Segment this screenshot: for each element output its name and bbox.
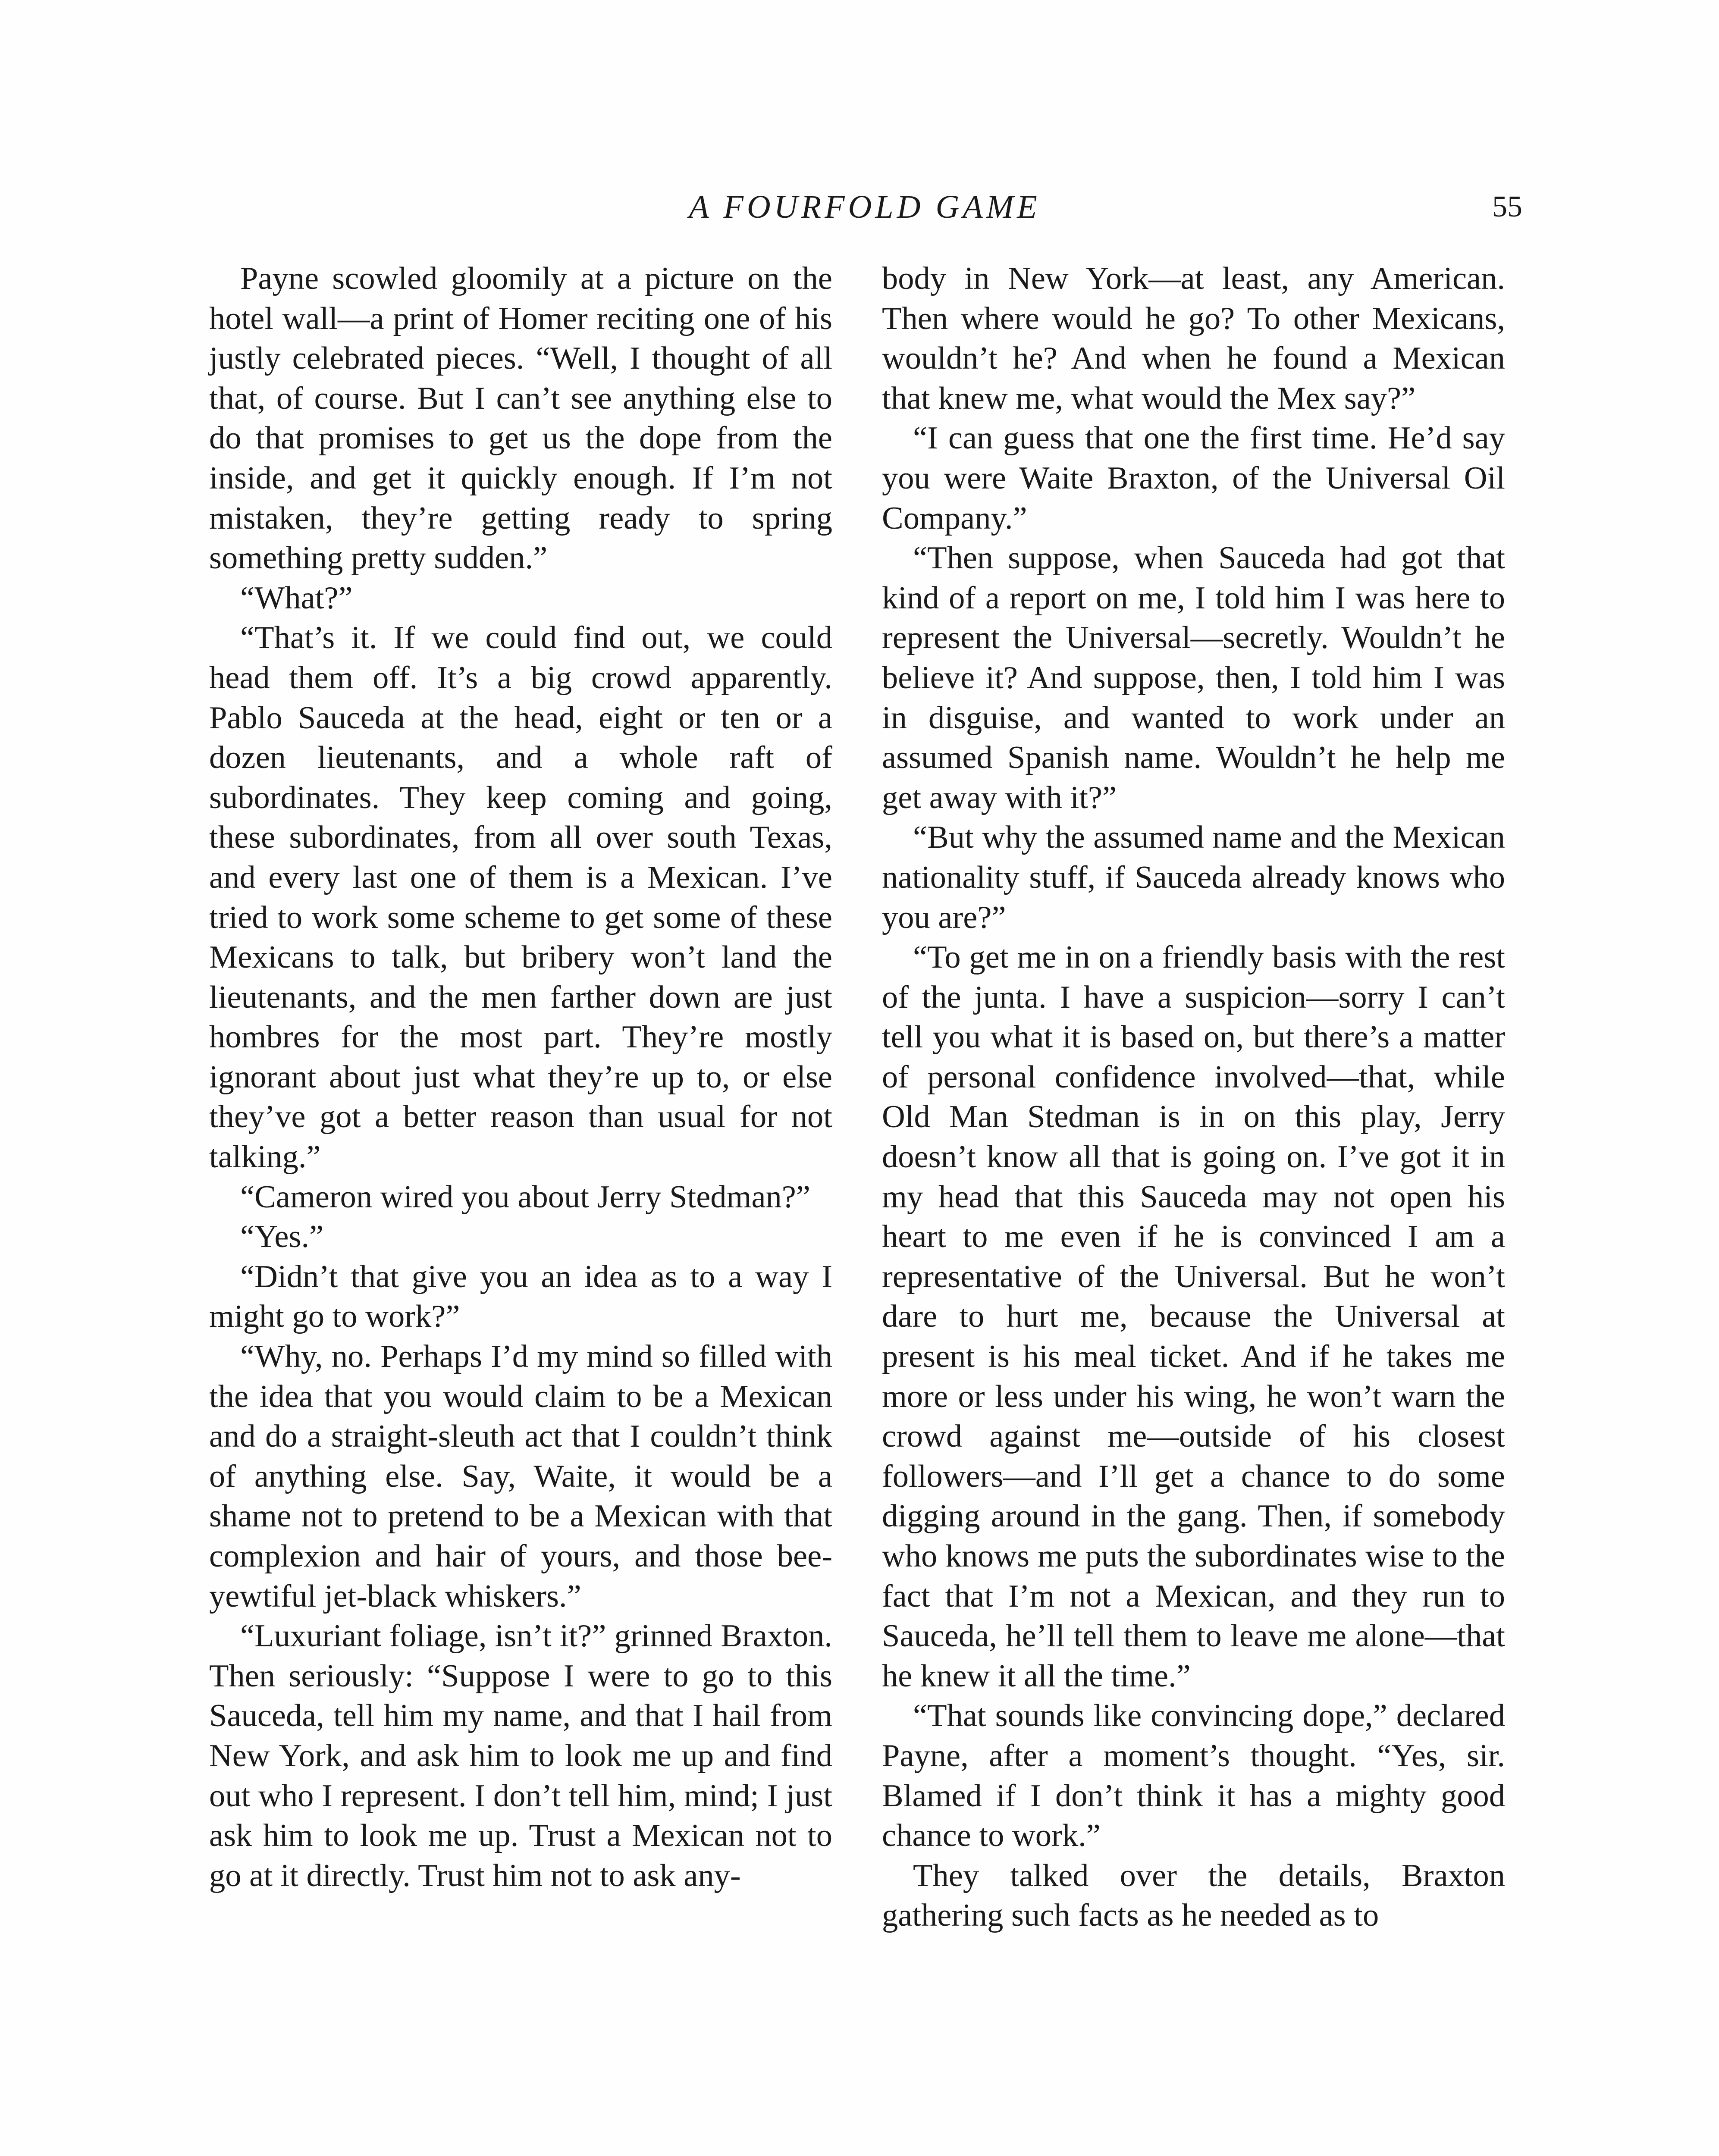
paragraph: “I can guess that one the first time. He’d say you were Waite Braxton, of the Universal Oil Company.” xyxy=(882,420,1505,536)
left-column xyxy=(209,259,832,1896)
paragraph: “What?” xyxy=(240,580,353,616)
paragraph: They talked over the details, Braxton gathering such facts as he needed as to xyxy=(882,1858,1505,1934)
paragraph: “To get me in on a friendly basis with the rest of the junta. I have a suspicion—sorry I can’t tell you what it is based on, but there’s a matter of personal confidence involved—that, while Old Man Stedman is in on this play, Jerry doesn’t know all that is going on. I’ve got it in my head that this Sauceda may not open his heart to me even if he is convinced I am a representative of the Universal. But he won’t dare to hurt me, because the Universal at present is his meal ticket. And if he takes me more or less under his wing, he won’t warn the crowd against me—outside of his closest followers—and I’ll get a chance to do some digging around in the gang. Then, if somebody who knows me puts the subordinates wise to the fact that I’m not a Mexican, and they run to Sauceda, he’ll tell them to leave me alone—that he knew it all the time.” xyxy=(882,940,1505,1694)
paragraph: “Didn’t that give you an idea as to a way I might go to work?” xyxy=(209,1259,832,1335)
paragraph: “That’s it. If we could find out, we could head them off. It’s a big crowd apparently. Pablo Sauceda at the head, eight or ten or a dozen lieutenants, and a whole raft of subordinates. They keep coming and going, these subordinates, from all over south Texas, and every last one of them is a Mexican. I’ve tried to work some scheme to get some of these Mexicans to talk, but bribery won’t land the lieutenants, and the men farther down are just hombres for the most part. They’re mostly ignorant about just what they’re up to, or else they’ve got a better reason than usual for not talking.” xyxy=(209,620,832,1175)
paragraph-continuation: body in New York—at least, any American. Then where would he go? To other Mexicans, wouldn’t he? And when he found a Mexican that knew me, what would the Mex say?” xyxy=(882,261,1505,416)
page-number: 55 xyxy=(1492,190,1522,223)
paragraph: “That sounds like convincing dope,” declared Payne, after a moment’s thought. “Yes, sir. Blamed if I don’t think it has a mighty good chance to work.” xyxy=(882,1698,1505,1854)
running-title: A FOURFOLD GAME xyxy=(689,189,1041,225)
page-header xyxy=(207,181,1522,233)
paragraph: “But why the assumed name and the Mexican nationality stuff, if Sauceda already knows who you are?” xyxy=(882,820,1505,935)
paragraph: Payne scowled gloomily at a picture on the hotel wall—a print of Homer reciting one of his justly celebrated pieces. “Well, I thought of all that, of course. But I can’t see anything else to do that promises to get us the dope from the inside, and get it quickly enough. If I’m not mistaken, they’re getting ready to spring something pretty sudden.” xyxy=(209,261,832,576)
paragraph: “Yes.” xyxy=(240,1219,324,1255)
right-column xyxy=(882,259,1505,1936)
paragraph: “Then suppose, when Sauceda had got that kind of a report on me, I told him I was here to represent the Universal—secretly. Wouldn’t he believe it? And suppose, then, I told him I was in disguise, and wanted to work under an assumed Spanish name. Wouldn’t he help me get away with it?” xyxy=(882,540,1505,815)
paragraph: “Cameron wired you about Jerry Stedman?” xyxy=(240,1179,810,1215)
paragraph: “Luxuriant foliage, isn’t it?” grinned Braxton. Then seriously: “Suppose I were to go to this Sauceda, tell him my name, and that I hail from New York, and ask him to look me up and find out who I represent. I don’t tell him, mind; I just ask him to look me up. Trust a Mexican not to go at it directly. Trust him not to ask any- xyxy=(209,1618,832,1893)
paragraph: “Why, no. Perhaps I’d my mind so filled with the idea that you would claim to be a Mexican and do a straight-sleuth act that I couldn’t think of anything else. Say, Waite, it would be a shame not to pretend to be a Mexican with that complexion and hair of yours, and those bee-yewtiful jet-black whiskers.” xyxy=(209,1339,832,1614)
